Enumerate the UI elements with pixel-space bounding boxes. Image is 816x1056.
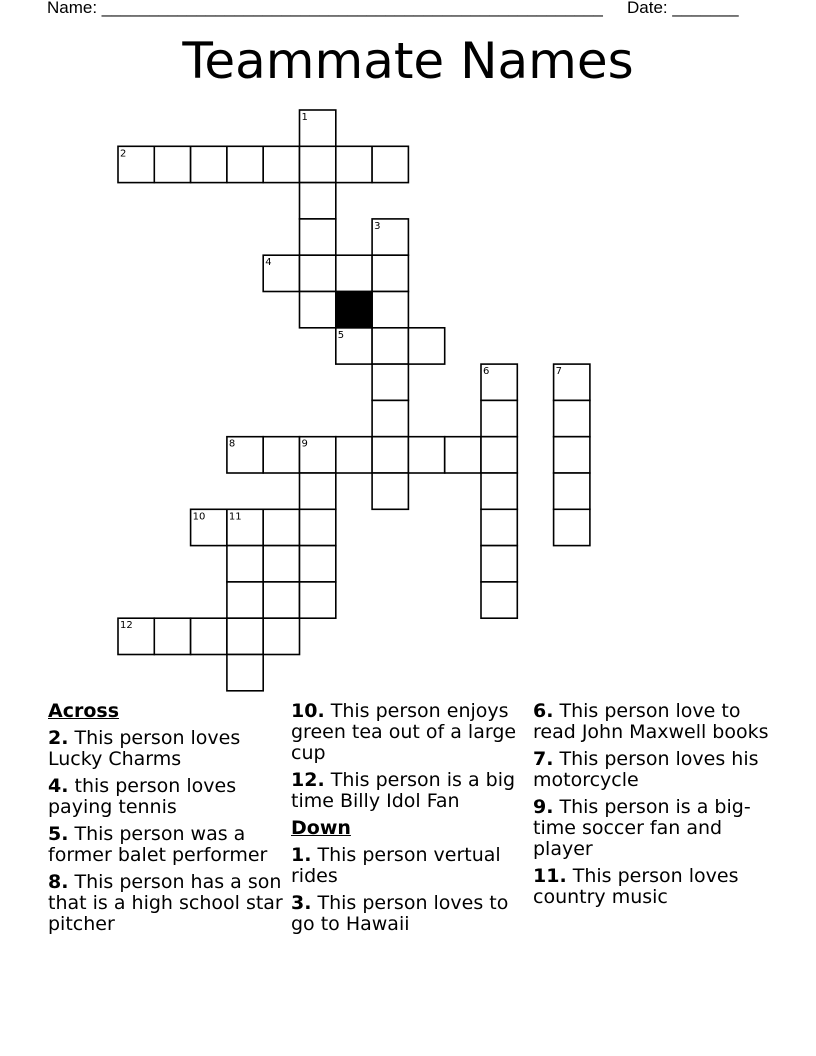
grid-cell[interactable]	[227, 655, 263, 691]
clue-number: 10.	[291, 700, 325, 722]
clue-text: This person was a former balet performer	[48, 823, 268, 866]
cell-number: 5	[337, 329, 345, 341]
grid-cell[interactable]	[227, 546, 263, 582]
grid-cell[interactable]	[372, 328, 408, 364]
clue-number: 3.	[291, 892, 312, 914]
down-heading: Down	[291, 817, 351, 839]
clue-number: 4.	[48, 775, 69, 797]
cell-number: 10	[192, 511, 206, 523]
grid-cell[interactable]	[263, 437, 299, 473]
clue-text: This person loves Lucky Charms	[48, 727, 241, 770]
cell-number: 2	[120, 148, 127, 160]
clue-number: 12.	[291, 769, 325, 791]
grid-cell[interactable]	[372, 146, 408, 182]
clue-column-2	[291, 701, 531, 941]
grid-cell[interactable]	[300, 146, 336, 182]
clue-number: 9.	[533, 796, 554, 818]
clue-number: 11.	[533, 865, 567, 887]
cell-number: 3	[374, 220, 381, 232]
cell-number: 4	[265, 257, 272, 269]
grid-cell[interactable]	[300, 255, 336, 291]
grid-cell[interactable]	[191, 618, 227, 654]
clue-number: 5.	[48, 823, 69, 845]
across-clue	[48, 776, 288, 818]
clue-text: This person loves country music	[533, 865, 739, 908]
clue-text: This person has a son that is a high school star pitcher	[48, 871, 283, 935]
clue-text: This person loves to go to Hawaii	[291, 892, 509, 935]
grid-cell[interactable]	[191, 146, 227, 182]
cell-number: 11	[228, 511, 242, 523]
grid-cell[interactable]	[481, 400, 517, 436]
page-title: Teammate Names	[182, 32, 634, 90]
clue-column-3	[533, 701, 783, 914]
grid-cell[interactable]	[481, 546, 517, 582]
down-clue	[533, 866, 783, 908]
grid-cell[interactable]	[263, 582, 299, 618]
cell-number: 9	[301, 438, 308, 450]
grid-cell[interactable]	[445, 437, 481, 473]
down-clue	[291, 845, 531, 887]
clue-text: this person loves paying tennis	[48, 775, 237, 818]
grid-cell[interactable]	[554, 509, 590, 545]
across-clue	[48, 824, 288, 866]
grid-cell[interactable]	[372, 255, 408, 291]
cell-number: 1	[301, 112, 308, 123]
grid-cell[interactable]	[372, 292, 408, 328]
grid-cell[interactable]	[154, 618, 190, 654]
grid-cell[interactable]	[300, 509, 336, 545]
grid-cell[interactable]	[372, 473, 408, 509]
across-heading: Across	[48, 700, 120, 722]
grid-cell[interactable]	[263, 509, 299, 545]
clue-text: This person is a big-time soccer fan and player	[533, 796, 751, 860]
down-clue	[291, 893, 531, 935]
grid-cell[interactable]	[227, 618, 263, 654]
grid-cell[interactable]	[227, 582, 263, 618]
cell-number: 6	[483, 366, 490, 378]
clue-number: 1.	[291, 844, 312, 866]
grid-cell[interactable]	[481, 509, 517, 545]
grid-cell[interactable]	[300, 183, 336, 219]
down-clue	[533, 749, 783, 791]
clue-number: 7.	[533, 748, 554, 770]
grid-cell[interactable]	[300, 219, 336, 255]
down-clue	[533, 797, 783, 860]
across-clue	[291, 701, 531, 764]
date-field-label: Date: _______	[627, 0, 739, 17]
grid-cell[interactable]	[336, 146, 372, 182]
grid-cell[interactable]	[300, 582, 336, 618]
clue-number: 6.	[533, 700, 554, 722]
grid-cell[interactable]	[372, 437, 408, 473]
grid-cell[interactable]	[336, 255, 372, 291]
across-clue	[291, 770, 531, 812]
grid-block	[336, 292, 372, 328]
cell-number: 12	[120, 620, 133, 632]
grid-cell[interactable]	[408, 328, 444, 364]
grid-cell[interactable]	[481, 582, 517, 618]
clue-text: This person is a big time Billy Idol Fan	[291, 769, 516, 812]
grid-cell[interactable]	[300, 473, 336, 509]
grid-cell[interactable]	[300, 546, 336, 582]
clue-text: This person loves his motorcycle	[533, 748, 759, 791]
name-field-label: Name: _____________________________________________________	[47, 0, 603, 17]
across-clue	[48, 728, 288, 770]
clue-number: 8.	[48, 871, 69, 893]
grid-cell[interactable]	[263, 618, 299, 654]
clue-text: This person enjoys green tea out of a large cup	[291, 700, 517, 764]
grid-cell[interactable]	[554, 400, 590, 436]
grid-cell[interactable]	[481, 473, 517, 509]
grid-cell[interactable]	[336, 437, 372, 473]
grid-cell[interactable]	[263, 546, 299, 582]
grid-cell[interactable]	[154, 146, 190, 182]
grid-cell[interactable]	[227, 146, 263, 182]
clue-text: This person love to read John Maxwell books	[533, 700, 769, 743]
clue-text: This person vertual rides	[291, 844, 501, 887]
grid-cell[interactable]	[372, 400, 408, 436]
cell-number: 7	[555, 366, 562, 378]
grid-cell[interactable]	[408, 437, 444, 473]
down-clue	[533, 701, 783, 743]
grid-cell[interactable]	[300, 292, 336, 328]
clue-column-1	[48, 701, 288, 941]
cell-number: 8	[228, 438, 236, 450]
across-clue	[48, 872, 288, 935]
clue-number: 2.	[48, 727, 69, 749]
grid-cell[interactable]	[481, 437, 517, 473]
grid-cell[interactable]	[263, 146, 299, 182]
grid-cell[interactable]	[554, 473, 590, 509]
grid-cell[interactable]	[554, 437, 590, 473]
grid-cell[interactable]	[372, 364, 408, 400]
